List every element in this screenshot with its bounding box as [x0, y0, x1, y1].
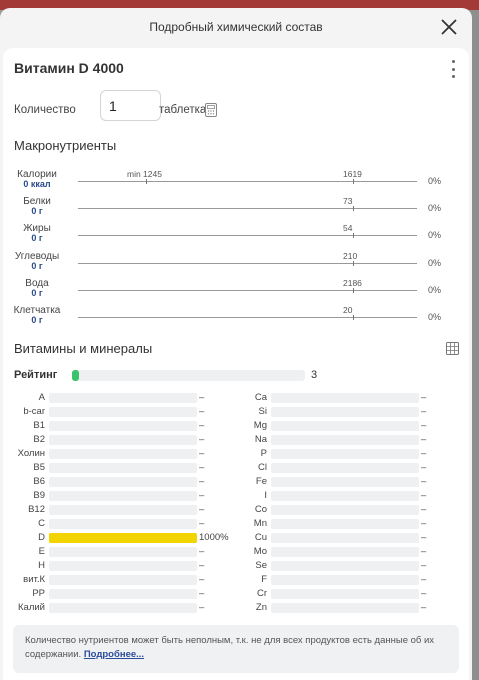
- nutrient-row: [233, 559, 463, 573]
- macro-target-tick: [353, 179, 354, 184]
- macro-target-tick: [353, 261, 354, 266]
- nutrient-bar: [49, 421, 197, 431]
- nutrient-bar: [271, 463, 419, 473]
- nutrient-row: [233, 433, 463, 447]
- nutrient-value: –: [199, 588, 205, 599]
- nutrient-row: [233, 503, 463, 517]
- nutrient-row: [3, 433, 233, 447]
- nutrient-bar: [271, 393, 419, 403]
- macro-name: Жиры: [23, 223, 51, 235]
- nutrient-bar: [49, 463, 197, 473]
- chemical-composition-modal: [0, 8, 472, 680]
- nutrient-value: –: [421, 504, 427, 515]
- nutrient-value: –: [199, 546, 205, 557]
- nutrient-bar: [49, 533, 197, 543]
- nutrient-name: Калий: [18, 602, 45, 613]
- nutrient-value: –: [199, 448, 205, 459]
- rating-label: Рейтинг: [14, 369, 58, 381]
- close-button[interactable]: [438, 16, 460, 38]
- nutrient-row: [3, 601, 233, 615]
- nutrient-bar: [271, 533, 419, 543]
- macro-target-tick: [353, 288, 354, 293]
- macro-row: [3, 196, 469, 223]
- nutrient-name: B6: [33, 476, 45, 487]
- content-sheet: [3, 48, 469, 680]
- nutrient-value: –: [199, 462, 205, 473]
- macro-target-label: 73: [343, 196, 353, 207]
- info-note: [13, 625, 459, 673]
- nutrient-bar: [271, 421, 419, 431]
- quantity-label: Количество: [14, 104, 76, 116]
- note-text: Количество нутриентов может быть неполным, т.к. не для всех продуктов есть данные об их содержании.: [25, 635, 435, 660]
- macro-percent: 0%: [428, 312, 442, 322]
- unit-label: таблетка: [159, 104, 207, 116]
- nutrient-row: [233, 545, 463, 559]
- nutrient-bar: [271, 519, 419, 529]
- macro-track: [78, 208, 417, 209]
- macro-value: 0 г: [31, 315, 43, 325]
- nutrient-row: [3, 559, 233, 573]
- nutrient-name: E: [38, 546, 45, 557]
- nutrient-value: –: [199, 434, 205, 445]
- macro-value: 0 г: [31, 287, 43, 298]
- nutrient-value: 1000%: [199, 532, 229, 543]
- nutrient-row: [233, 461, 463, 475]
- nutrient-value: –: [421, 602, 427, 613]
- nutrient-bar: [271, 505, 419, 515]
- macro-min-label: min 1245: [127, 169, 162, 179]
- nutrient-bar: [271, 407, 419, 417]
- more-link[interactable]: Подробнее...: [83, 649, 145, 660]
- nutrient-name: Se: [255, 560, 267, 571]
- rating-fill: [72, 370, 79, 381]
- nutrient-row: [3, 517, 233, 531]
- calculator-icon[interactable]: [205, 103, 217, 117]
- macro-name: Углеводы: [14, 250, 60, 262]
- nutrient-bar: [271, 435, 419, 445]
- nutrient-bar: [271, 575, 419, 585]
- nutrient-value: –: [421, 476, 427, 487]
- nutrient-value: –: [421, 462, 427, 473]
- macro-row: [3, 305, 469, 332]
- nutrient-bar: [271, 603, 419, 613]
- macro-target-label: 2186: [343, 277, 362, 288]
- nutrient-bar: [49, 505, 197, 515]
- nutrient-bar: [49, 603, 197, 613]
- nutrient-name: H: [38, 560, 45, 571]
- rating-value: 3: [311, 369, 318, 381]
- nutrient-row: [233, 517, 463, 531]
- nutrient-value: –: [421, 406, 427, 417]
- nutrient-name: Mg: [253, 420, 267, 431]
- macro-value: 0 г: [31, 233, 43, 244]
- macro-track: [78, 263, 417, 264]
- nutrient-row: [233, 601, 463, 615]
- nutrient-value: –: [421, 546, 427, 557]
- nutrient-bar: [49, 449, 197, 459]
- nutrient-row: [3, 503, 233, 517]
- nutrient-row: [233, 405, 463, 419]
- nutrient-name: C: [38, 518, 45, 529]
- nutrient-name: Co: [254, 504, 267, 515]
- nutrient-name: B9: [33, 490, 45, 501]
- nutrient-name: Ca: [254, 392, 267, 403]
- macro-target-tick: [353, 315, 354, 320]
- nutrient-value: –: [421, 574, 427, 585]
- nutrient-value: –: [199, 518, 205, 529]
- macro-min-tick: [146, 179, 147, 184]
- nutrient-bar: [49, 547, 197, 557]
- nutrient-bar: [271, 547, 419, 557]
- macro-track: [78, 317, 417, 318]
- macro-track: [78, 235, 417, 236]
- nutrient-bar: [49, 519, 197, 529]
- nutrient-value: –: [199, 406, 205, 417]
- nutrient-row: [3, 489, 233, 503]
- macro-name: Белки: [23, 196, 51, 208]
- macro-row: [3, 223, 469, 250]
- nutrient-name: D: [38, 532, 45, 543]
- macros-heading: Макронутриенты: [14, 138, 117, 153]
- nutrient-value: –: [199, 392, 205, 403]
- nutrient-name: Cu: [254, 532, 267, 543]
- macro-target-label: 210: [343, 250, 358, 261]
- nutrient-bar: [49, 575, 197, 585]
- quantity-input[interactable]: 1: [100, 90, 161, 121]
- nutrient-row: [233, 489, 463, 503]
- macro-target-label: 1619: [343, 169, 362, 179]
- vitamins-heading: Витамины и минералы: [14, 341, 153, 356]
- nutrient-name: Mo: [253, 546, 267, 557]
- nutrient-value: –: [421, 560, 427, 571]
- nutrient-name: Холин: [17, 448, 45, 459]
- nutrient-name: F: [261, 574, 267, 585]
- nutrient-value: –: [199, 574, 205, 585]
- nutrient-name: P: [260, 448, 267, 459]
- nutrient-name: Si: [258, 406, 267, 417]
- nutrient-row: [3, 461, 233, 475]
- nutrient-bar: [49, 435, 197, 445]
- nutrient-row: [3, 391, 233, 405]
- macro-track: [78, 181, 417, 182]
- macro-value: 0 ккал: [23, 179, 51, 189]
- macro-name: Клетчатка: [13, 305, 61, 316]
- nutrient-name: Cl: [258, 462, 267, 473]
- product-title: Витамин D 4000: [14, 60, 124, 76]
- nutrient-value: –: [199, 476, 205, 487]
- nutrient-value: –: [421, 490, 427, 501]
- nutrient-name: Zn: [255, 602, 267, 613]
- macro-track: [78, 290, 417, 291]
- rating-bar: [72, 370, 305, 381]
- nutrient-fill: [49, 533, 197, 543]
- nutrient-row: [233, 587, 463, 601]
- modal-title: Подробный химический состав: [149, 20, 323, 34]
- nutrient-row: [233, 391, 463, 405]
- nutrient-bar: [271, 491, 419, 501]
- nutrient-value: –: [421, 420, 427, 431]
- nutrient-name: B2: [33, 434, 45, 445]
- nutrient-value: –: [199, 602, 205, 613]
- nutrient-value: –: [199, 504, 205, 515]
- nutrient-bar: [49, 393, 197, 403]
- nutrient-row: [233, 573, 463, 587]
- nutrient-value: –: [199, 420, 205, 431]
- nutrient-name: B1: [33, 420, 45, 431]
- nutrient-name: PP: [32, 588, 45, 599]
- nutrient-row: [3, 587, 233, 601]
- macro-row: [3, 278, 469, 305]
- nutrient-name: вит.К: [23, 574, 45, 585]
- nutrient-bar: [49, 561, 197, 571]
- nutrient-value: –: [421, 392, 427, 403]
- modal-header: [0, 8, 472, 46]
- nutrient-name: B5: [33, 462, 45, 473]
- nutrient-bar: [49, 477, 197, 487]
- nutrient-name: b-car: [23, 406, 45, 417]
- more-options-icon[interactable]: [447, 60, 459, 78]
- table-view-icon[interactable]: [446, 342, 459, 355]
- nutrient-name: Mn: [253, 518, 267, 529]
- nutrient-bar: [49, 589, 197, 599]
- macro-target-tick: [353, 233, 354, 238]
- macro-name: Калории: [17, 169, 57, 180]
- macro-value: 0 г: [31, 260, 43, 271]
- macro-percent: 0%: [428, 176, 442, 186]
- nutrient-value: –: [421, 434, 427, 445]
- nutrient-bar: [271, 449, 419, 459]
- nutrient-row: [3, 447, 233, 461]
- nutrient-name: Fe: [255, 476, 267, 487]
- macro-row: [3, 251, 469, 278]
- nutrient-row: [3, 405, 233, 419]
- macro-name: Вода: [25, 277, 49, 289]
- nutrient-name: A: [38, 392, 45, 403]
- nutrient-name: B12: [28, 504, 45, 515]
- nutrient-value: –: [421, 518, 427, 529]
- macro-percent: 0%: [428, 257, 442, 268]
- nutrient-bar: [49, 407, 197, 417]
- macro-percent: 0%: [428, 230, 442, 241]
- nutrient-row: [233, 447, 463, 461]
- nutrient-name: I: [264, 490, 267, 501]
- nutrient-value: –: [421, 588, 427, 599]
- macro-row: [3, 169, 469, 196]
- nutrient-value: –: [199, 490, 205, 501]
- nutrient-value: –: [421, 448, 427, 459]
- nutrient-bar: [271, 477, 419, 487]
- macro-target-label: 54: [343, 223, 353, 234]
- nutrient-row: [233, 419, 463, 433]
- nutrient-row: [233, 475, 463, 489]
- close-icon: [438, 16, 460, 38]
- macro-percent: 0%: [428, 284, 442, 295]
- nutrient-row: [233, 531, 463, 545]
- nutrient-bar: [49, 491, 197, 501]
- macro-value: 0 г: [31, 206, 43, 217]
- nutrient-name: Cr: [256, 588, 267, 599]
- nutrient-row: [3, 475, 233, 489]
- nutrient-value: –: [421, 532, 427, 543]
- macro-target-tick: [353, 206, 354, 211]
- nutrient-row: [3, 573, 233, 587]
- nutrient-bar: [271, 561, 419, 571]
- nutrient-row: [3, 545, 233, 559]
- nutrient-row: [3, 531, 233, 545]
- nutrient-name: Na: [254, 434, 267, 445]
- macro-percent: 0%: [428, 203, 442, 214]
- nutrient-value: –: [199, 560, 205, 571]
- nutrient-row: [3, 419, 233, 433]
- macro-target-label: 20: [343, 305, 353, 315]
- nutrient-bar: [271, 589, 419, 599]
